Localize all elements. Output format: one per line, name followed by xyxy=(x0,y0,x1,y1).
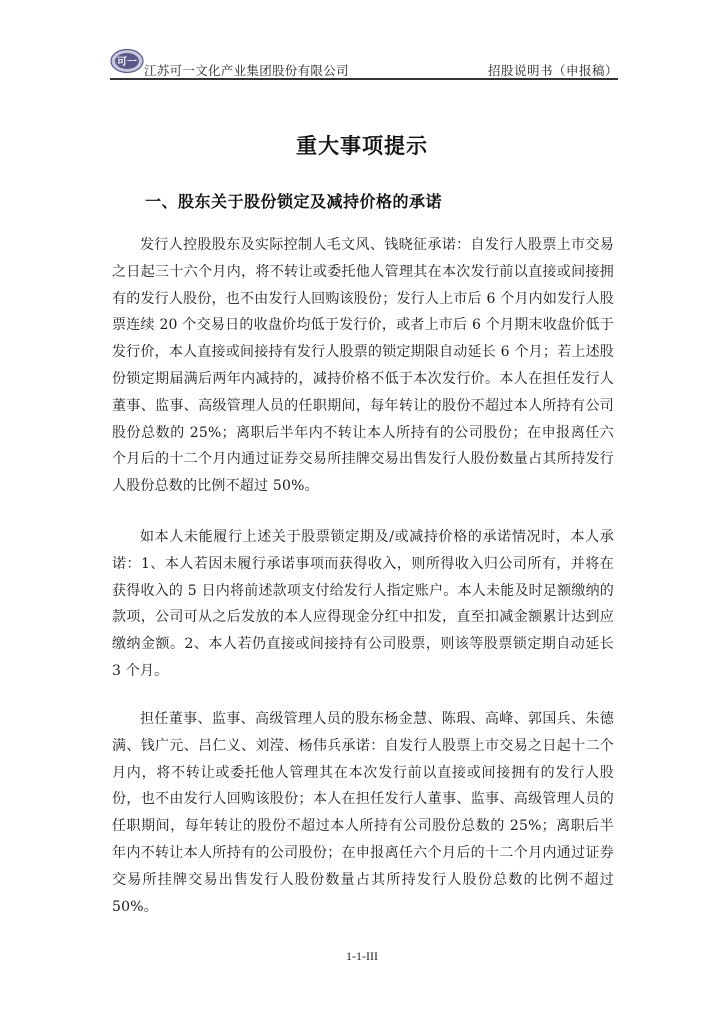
section-heading: 一、股东关于股份锁定及减持价格的承诺 xyxy=(145,192,443,211)
company-logo xyxy=(110,48,144,74)
header-divider xyxy=(110,78,618,80)
page-title: 重大事项提示 xyxy=(296,134,428,158)
company-name: 江苏可一文化产业集团股份有限公司 xyxy=(144,63,349,78)
paragraph-breach-remedy: 如本人未能履行上述关于股票锁定期及/或减持价格的承诺情况时，本人承诺：1、本人若因未履行承诺事项而获得收入，则所得收入归公司所有，并将在获得收入的 5 日内将前述款项支付给发行人指定账户。本人未能及时足额缴纳的款项，公司可从之后发放的本人应得现金分红中扣发，直至扣减金额累计达到应缴纳金额。2、本人若仍直接或间接持有公司股票，则该等股票锁定期自动延长 3 个月。 xyxy=(112,529,614,679)
page-number: 1-1-III xyxy=(346,949,378,963)
page-header xyxy=(110,48,618,78)
logo-text: 可一 xyxy=(117,57,137,68)
paragraph-controlling-shareholder-commitment: 发行人控股股东及实际控制人毛文风、钱晓征承诺：自发行人股票上市交易之日起三十六个月内，将不转让或委托他人管理其在本次发行前以直接或间接拥有的发行人股份，也不由发行人回购该股份；发行人上市后 6 个月内如发行人股票连续 20 个交易日的收盘价均低于发行价，或者上市后 6 个月期末收盘价低于发行价，本人直接或间接持有发行人股票的锁定期限自动延长 6 个月；若上述股份锁定期届满后两年内减持的，减持价格不低于本次发行价。本人在担任发行人董事、监事、高级管理人员的任职期间，每年转让的股份不超过本人所持有公司股份总数的 25%；离职后半年内不转让本人所持有的公司股份；在申报离任六个月后的十二个月内通过证券交易所挂牌交易出售发行人股份数量占其所持发行人股份总数的比例不超过 50%。 xyxy=(112,237,614,495)
document-type: 招股说明书（申报稿） xyxy=(487,63,618,78)
paragraph-director-shareholder-commitment: 担任董事、监事、高级管理人员的股东杨金慧、陈瑕、高峰、郭国兵、朱德满、钱广元、吕仁义、刘滢、杨伟兵承诺：自发行人股票上市交易之日起十二个月内，将不转让或委托他人管理其在本次发行前以直接或间接拥有的发行人股份，也不由发行人回购该股份；本人在担任发行人董事、监事、高级管理人员的任职期间，每年转让的股份不超过本人所持有公司股份总数的 25%；离职后半年内不转让本人所持有的公司股份；在申报离任六个月后的十二个月内通过证券交易所挂牌交易出售发行人股份数量占其所持发行人股份总数的比例不超过 50%。 xyxy=(112,711,614,915)
